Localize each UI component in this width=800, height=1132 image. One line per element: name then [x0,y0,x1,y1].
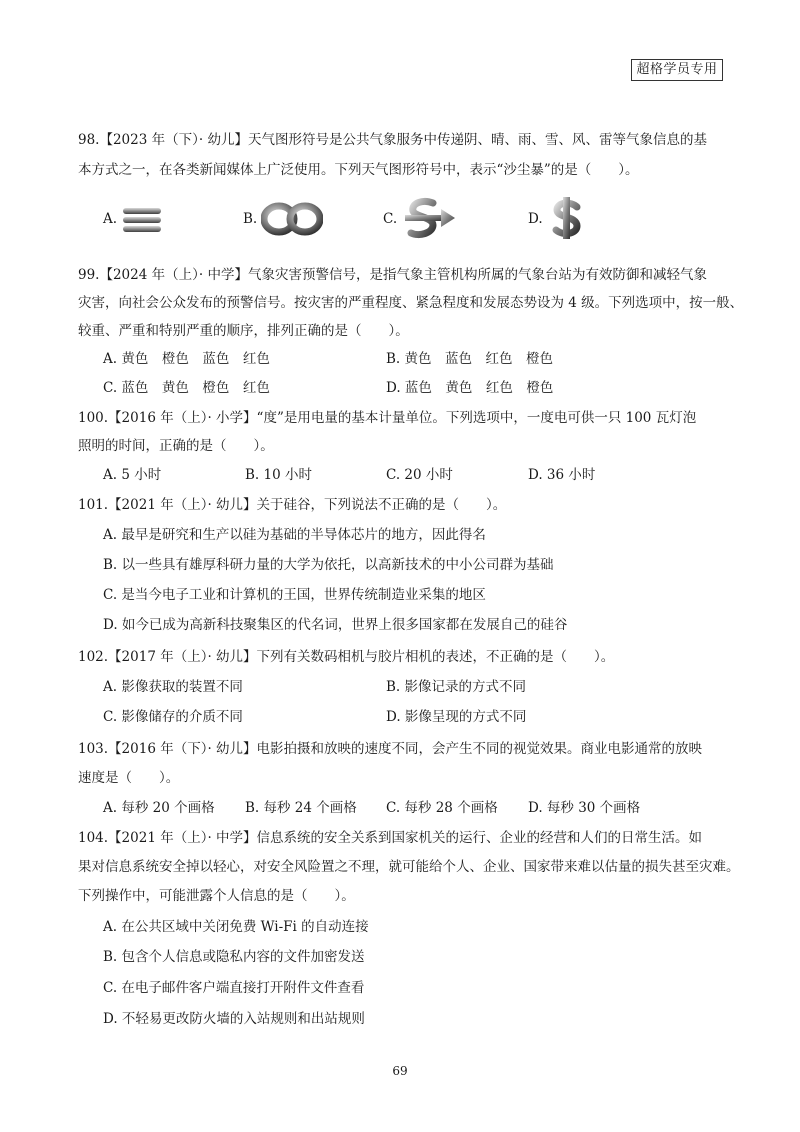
q98-stem-line1: 98.【2023 年（下）· 幼儿】天气图形符号是公共气象服务中传递阴、晴、雨、雪、风、雷等气象信息的基 [78,132,707,148]
q98-option-d-label: D. [528,211,543,227]
q104-option-b[interactable]: B. 包含个人信息或隐私内容的文件加密发送 [103,949,365,965]
three-bars-icon [121,202,165,236]
q103-stem-line1: 103.【2016 年（下）· 幼儿】电影拍摄和放映的速度不同，会产生不同的视觉效果。商业电影通常的放映 [78,741,703,757]
q102-option-c[interactable]: C. 影像储存的介质不同 [103,709,243,725]
q99-stem-line1: 99.【2024 年（上）· 中学】气象灾害预警信号，是指气象主管机构所属的气象台站为有效防御和减轻气象 [78,267,707,283]
q102-option-d[interactable]: D. 影像呈现的方式不同 [386,709,527,725]
q100-stem-line2: 照明的时间，正确的是（ ）。 [78,438,274,454]
q100-stem-line1: 100.【2016 年（上）· 小学】“度”是用电量的基本计量单位。下列选项中，一度电可供一只 100 瓦灯泡 [78,410,697,426]
q100-option-a[interactable]: A. 5 小时 [103,467,162,483]
q104-stem-line1: 104.【2021 年（上）· 中学】信息系统的安全关系到国家机关的运行、企业的经营和人们的日常生活。如 [78,830,703,846]
q102-stem-line1: 102.【2017 年（上）· 幼儿】下列有关数码相机与胶片相机的表述，不正确的是（ ）。 [78,649,615,665]
student-only-badge: 超格学员专用 [631,59,723,81]
q98-option-b[interactable] [243,196,323,242]
q99-option-d[interactable]: D. 蓝色 黄色 红色 橙色 [386,380,554,396]
q98-stem-line2: 本方式之一，在各类新闻媒体上广泛使用。下列天气图形符号中，表示“沙尘暴”的是（ ）。 [78,162,639,178]
q101-option-b[interactable]: B. 以一些具有雄厚科研力量的大学为依托，以高新技术的中小公司群为基础 [103,557,554,573]
q101-option-d[interactable]: D. 如今已成为高新科技聚集区的代名词，世界上很多国家都在发展自己的硅谷 [103,617,568,633]
q104-stem-line2: 果对信息系统安全掉以轻心，对安全风险置之不理，就可能给个人、企业、国家带来难以估量的损失甚至灾难。 [78,859,740,875]
q102-option-b[interactable]: B. 影像记录的方式不同 [386,679,527,695]
q98-option-c[interactable] [383,196,457,242]
page-number: 69 [392,1064,408,1078]
q103-option-a[interactable]: A. 每秒 20 个画格 [103,800,215,816]
q101-option-c[interactable]: C. 是当今电子工业和计算机的王国，世界传统制造业采集的地区 [103,587,486,603]
q99-option-a[interactable]: A. 黄色 橙色 蓝色 红色 [103,351,270,367]
q103-option-b[interactable]: B. 每秒 24 个画格 [245,800,357,816]
dollar-icon [547,195,587,243]
q98-option-a-label: A. [103,211,118,227]
q99-stem-line2: 灾害，向社会公众发布的预警信号。按灾害的严重程度、紧急程度和发展态势设为 4 级。下列选项中，按一般、 [78,295,744,311]
q99-option-c[interactable]: C. 蓝色 黄色 橙色 红色 [103,380,270,396]
q100-option-d[interactable]: D. 36 小时 [528,467,596,483]
q99-option-b[interactable]: B. 黄色 蓝色 红色 橙色 [386,351,554,367]
q98-option-a[interactable] [103,196,165,242]
q103-stem-line2: 速度是（ ）。 [78,770,180,786]
q104-option-c[interactable]: C. 在电子邮件客户端直接打开附件文件查看 [103,980,365,996]
q98-option-b-label: B. [243,211,258,227]
infinity-icon [261,199,323,239]
q100-option-c[interactable]: C. 20 小时 [386,467,453,483]
q103-option-c[interactable]: C. 每秒 28 个画格 [386,800,498,816]
q101-option-a[interactable]: A. 最早是研究和生产以硅为基础的半导体芯片的地方，因此得名 [103,527,486,543]
q103-option-d[interactable]: D. 每秒 30 个画格 [528,800,641,816]
q101-stem-line1: 101.【2021 年（上）· 幼儿】关于硅谷，下列说法不正确的是（ ）。 [78,497,507,513]
q98-option-c-label: C. [383,211,398,227]
q104-option-a[interactable]: A. 在公共区域中关闭免费 Wi-Fi 的自动连接 [103,919,369,935]
q102-option-a[interactable]: A. 影像获取的装置不同 [103,679,243,695]
q100-option-b[interactable]: B. 10 小时 [245,467,312,483]
q104-stem-line3: 下列操作中，可能泄露个人信息的是（ ）。 [78,888,355,904]
s-arrow-icon [401,197,457,241]
q104-option-d[interactable]: D. 不轻易更改防火墙的入站规则和出站规则 [103,1011,365,1027]
q99-stem-line3: 较重、严重和特别严重的顺序，排列正确的是（ ）。 [78,323,409,339]
q98-option-d[interactable] [528,196,587,242]
